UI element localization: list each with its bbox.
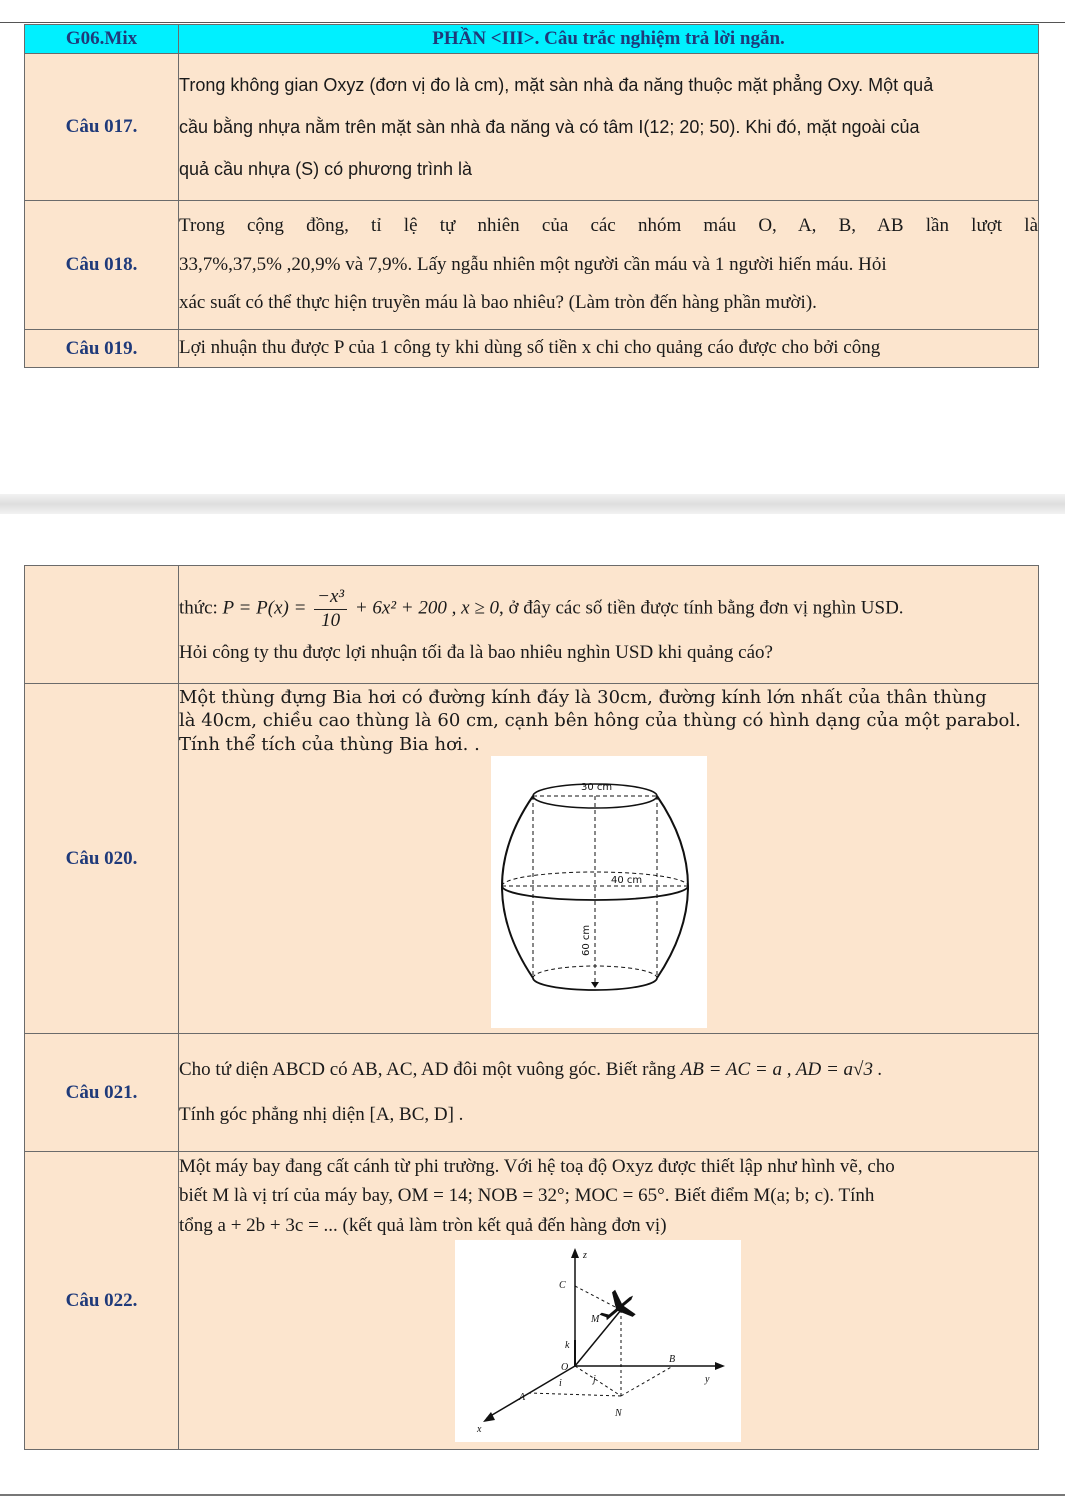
formula-lhs: P = P(x) = [222, 597, 307, 619]
question-row-019 [25, 330, 1039, 368]
fraction-denominator: 10 [321, 609, 341, 631]
point-a-label: A [519, 1392, 526, 1404]
k-label: k [565, 1340, 570, 1352]
text-line: Một thùng đựng Bia hơi có đường kính đáy là 30cm, đường kính lớn nhất của thân thùng [179, 687, 987, 708]
formula-rhs: + 6x² + 200 , x ≥ 0 [354, 597, 499, 619]
i-label: i [559, 1378, 562, 1390]
text-line: 33,7%,37,5% ,20,9% và 7,9%. Lấy ngẫu nhiên một người cần máu và 1 người hiến máu. Hỏi [179, 253, 887, 275]
question-row-019-cont [25, 566, 1039, 684]
question-row-020 [25, 684, 1039, 1034]
question-label: Câu 018. [25, 201, 179, 330]
question-row-022 [25, 1152, 1039, 1450]
header-code: G06.Mix [25, 25, 179, 54]
formula-fraction [314, 586, 347, 633]
x-label: x [477, 1424, 482, 1436]
text-line: cầu bằng nhựa nằm trên mặt sàn nhà đa năng và có tâm I(12; 20; 50). Khi đó, mặt ngoài của [179, 116, 920, 137]
figure-background [491, 756, 707, 1028]
question-text [179, 1152, 1039, 1450]
question-label: Câu 022. [25, 1152, 179, 1450]
page-break [0, 494, 1065, 514]
question-table-bottom [24, 565, 1039, 1450]
section-title: PHẦN <III>. Câu trắc nghiệm trả lời ngắn. [179, 25, 1039, 54]
text-line: tổng a + 2b + 3c = ... (kết quả làm tròn kết quả đến hàng đơn vị) [179, 1214, 667, 1236]
y-label: y [705, 1374, 710, 1386]
text-line: là 40cm, chiều cao thùng là 60 cm, cạnh bên hông của thùng có hình dạng của một parabol. [179, 710, 1021, 732]
point-o-label: O [561, 1362, 569, 1374]
question-label: Câu 021. [25, 1034, 179, 1152]
question-label: Câu 019. [25, 330, 179, 368]
question-row-018 [25, 201, 1039, 330]
math-part: AB = AC = a , AD = a√3 . [680, 1058, 883, 1080]
point-b-label: B [669, 1354, 676, 1366]
text-line: quả cầu nhựa (S) có phương trình là [179, 159, 473, 180]
top-rule [0, 22, 1065, 23]
empty-label-cell [25, 566, 179, 684]
middle-label: 40 cm [611, 875, 643, 887]
bottom-rule [0, 1494, 1065, 1496]
text-line: Lợi nhuận thu được P của 1 công ty khi dùng số tiền x chi cho quảng cáo được cho bởi công [179, 337, 881, 359]
formula-prefix: thức: [179, 597, 218, 619]
question-row-021 [25, 1034, 1039, 1152]
top-label: 30 cm [581, 782, 613, 794]
z-label: z [583, 1250, 587, 1262]
text-line: Một máy bay đang cất cánh từ phi trường. Với hệ toạ độ Oxyz được thiết lập như hình vẽ, cho [179, 1156, 895, 1177]
height-label: 60 cm [581, 925, 592, 957]
question-label: Câu 020. [25, 684, 179, 1034]
text-line: Tính thể tích của thùng Bia hơi. . [179, 733, 480, 755]
question-text [179, 1034, 1039, 1152]
formula-suffix: , ở đây các số tiền được tính bằng đơn vị nghìn USD. [499, 597, 904, 619]
fraction-numerator: −x³ [314, 586, 347, 610]
text-part: Cho tứ diện ABCD có AB, AC, AD đôi một vuông góc. Biết rằng [179, 1058, 676, 1080]
question-text [179, 330, 1039, 368]
header-row [25, 25, 1039, 54]
point-c-label: C [559, 1280, 566, 1292]
text-line [179, 1048, 1038, 1093]
question-text [179, 201, 1039, 330]
text-line: biết M là vị trí của máy bay, OM = 14; NOB = 32°; MOC = 65°. Biết điểm M(a; b; c). Tính [179, 1185, 875, 1207]
text-line: Hỏi công ty thu được lợi nhuận tối đa là bao nhiêu nghìn USD khi quảng cáo? [179, 641, 773, 663]
point-m-label: M [591, 1314, 600, 1326]
barrel-figure [491, 756, 707, 1028]
question-row-017 [25, 54, 1039, 201]
question-text [179, 54, 1039, 201]
text-line: Tính góc phẳng nhị diện [A, BC, D] . [179, 1103, 464, 1125]
question-table-top [24, 24, 1039, 368]
j-label: j [593, 1374, 596, 1386]
question-text [179, 566, 1039, 684]
question-text [179, 684, 1039, 1034]
text-line: Trong không gian Oxyz (đơn vị đo là cm), mặt sàn nhà đa năng thuộc mặt phẳng Oxy. Một quả [179, 74, 934, 95]
text-line: Trong cộng đồng, tỉ lệ tự nhiên của các nhóm máu O, A, B, AB lần lượt là [179, 214, 1038, 236]
point-n-label: N [615, 1408, 622, 1420]
formula-line [179, 586, 1038, 633]
text-line: xác suất có thể thực hiện truyền máu là bao nhiêu? (Làm tròn đến hàng phần mười). [179, 292, 817, 314]
airplane-figure [455, 1240, 741, 1442]
question-label: Câu 017. [25, 54, 179, 201]
